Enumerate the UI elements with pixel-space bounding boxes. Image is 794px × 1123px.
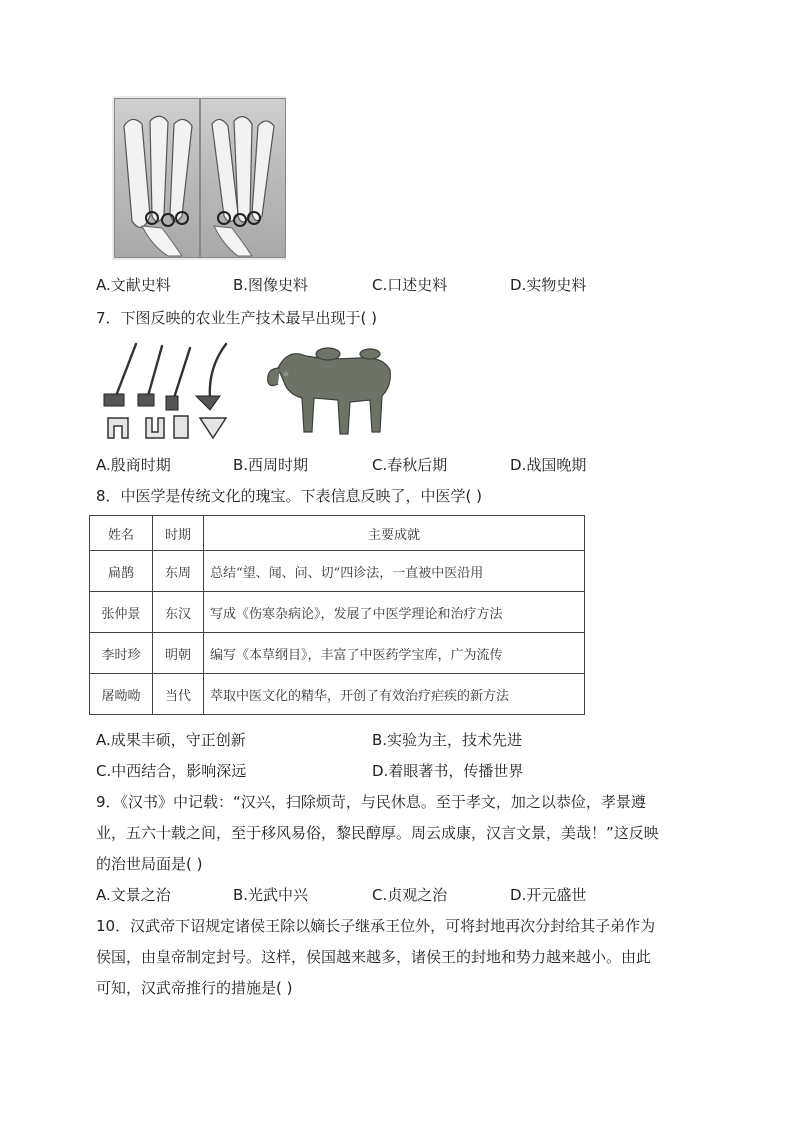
q7-option-c: C.春秋后期 — [372, 456, 448, 474]
q10-stem-line-2: 侯国，由皇帝制定封号。这样，侯国越来越多，诸侯王的封地和势力越来越小。由此 — [96, 948, 652, 966]
table-cell-achievement: 萃取中医文化的精华，开创了有效治疗疟疾的新方法 — [204, 674, 585, 715]
table-cell-period: 东汉 — [153, 592, 204, 633]
table-cell-achievement: 写成《伤寒杂病论》，发展了中医学理论和治疗方法 — [204, 592, 585, 633]
table-cell-period: 当代 — [153, 674, 204, 715]
table-cell-name: 扁鹊 — [90, 551, 153, 592]
q9-stem-line-1: 9．《汉书》中记载：“汉兴，扫除烦苛，与民休息。至于孝文，加之以恭俭，孝景遵 — [96, 793, 646, 811]
table-row — [90, 592, 585, 633]
q8-stem: 8．中医学是传统文化的瑰宝。下表信息反映了，中医学( ) — [96, 487, 483, 505]
q9-stem-line-3: 的治世局面是( ) — [96, 855, 203, 873]
table-header-achievement: 主要成就 — [204, 516, 585, 551]
q9-option-a: A.文景之治 — [96, 886, 171, 904]
iron-farm-tools-illustration — [98, 338, 238, 442]
q8-option-a: A.成果丰硕，守正创新 — [96, 731, 246, 749]
q10-stem-line-1: 10．汉武帝下诏规定诸侯王除以嫡长子继承王位外，可将封地再次分封给其子弟作为 — [96, 917, 656, 935]
table-cell-achievement: 总结“望、闻、问、切”四诊法，一直被中医沿用 — [204, 551, 585, 592]
q7-stem: 7．下图反映的农业生产技术最早出现于( ) — [96, 309, 378, 327]
bronze-blades-photo — [112, 96, 286, 260]
q7-option-a: A.殷商时期 — [96, 456, 171, 474]
table-cell-name: 李时珍 — [90, 633, 153, 674]
table-row — [90, 633, 585, 674]
q10-stem-line-3: 可知，汉武帝推行的措施是( ) — [96, 979, 293, 997]
q6-option-d: D.实物史料 — [510, 276, 587, 294]
q9-option-c: C.贞观之治 — [372, 886, 448, 904]
table-header-row — [90, 516, 585, 551]
table-cell-period: 东周 — [153, 551, 204, 592]
q9-option-d: D.开元盛世 — [510, 886, 587, 904]
table-cell-name: 屠呦呦 — [90, 674, 153, 715]
table-header-name: 姓名 — [90, 516, 153, 551]
q8-option-b: B.实验为主，技术先进 — [372, 731, 523, 749]
q7-option-b: B.西周时期 — [233, 456, 309, 474]
bronze-ox-vessel-illustration — [258, 338, 398, 442]
q6-option-c: C.口述史料 — [372, 276, 448, 294]
q6-option-b: B.图像史料 — [233, 276, 309, 294]
q9-option-b: B.光武中兴 — [233, 886, 309, 904]
table-cell-name: 张仲景 — [90, 592, 153, 633]
blades-drawing — [112, 96, 286, 260]
q7-option-d: D.战国晚期 — [510, 456, 587, 474]
table-cell-achievement: 编写《本草纲目》，丰富了中医药学宝库，广为流传 — [204, 633, 585, 674]
tcm-achievements-table — [89, 515, 585, 715]
table-cell-period: 明朝 — [153, 633, 204, 674]
table-header-period: 时期 — [153, 516, 204, 551]
q6-option-a: A.文献史料 — [96, 276, 171, 294]
q8-option-c: C.中西结合，影响深远 — [96, 762, 247, 780]
q8-option-d: D.着眼著书，传播世界 — [372, 762, 524, 780]
q9-stem-line-2: 业，五六十载之间，至于移风易俗，黎民醇厚。周云成康，汉言文景，美哉！”这反映 — [96, 824, 659, 842]
table-row — [90, 551, 585, 592]
table-row — [90, 674, 585, 715]
